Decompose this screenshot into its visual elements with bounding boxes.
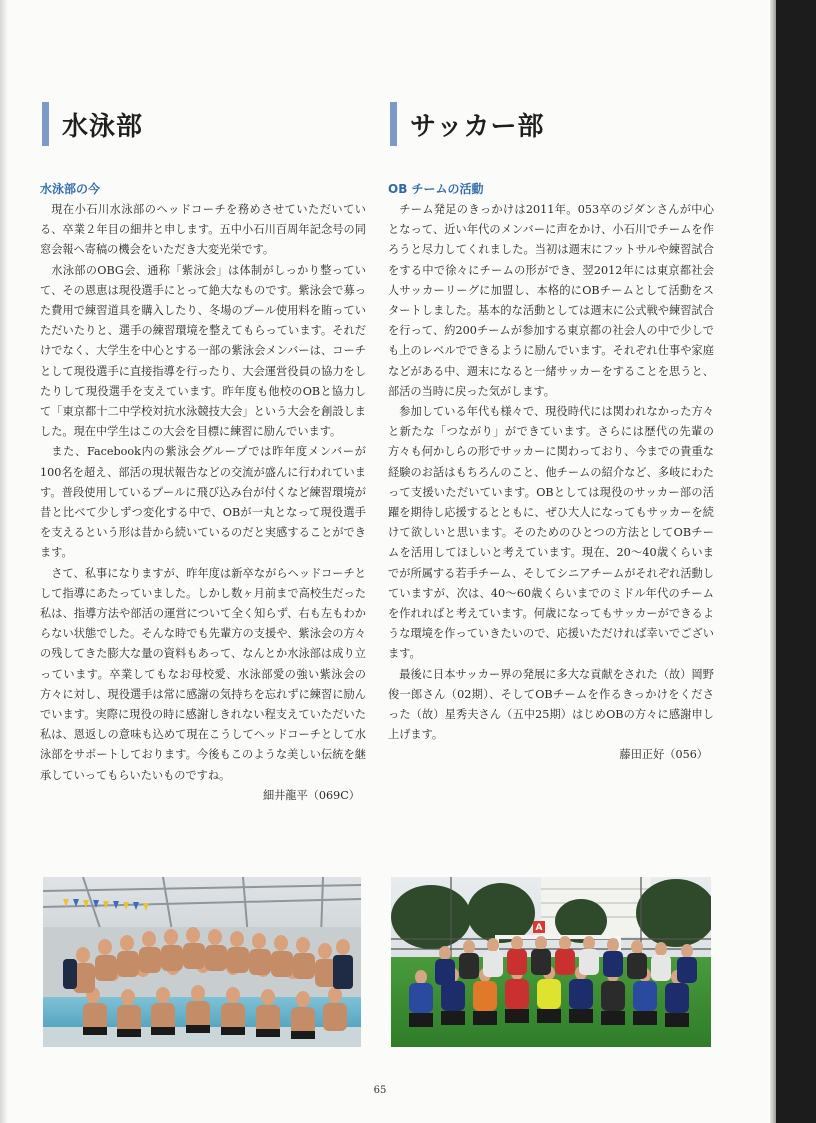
swimming-paragraph-4: さて、私事になりますが、昨年度は新卒ながらヘッドコーチとして指導にあたっていました。しかし数ヶ月前まで高校生だった私は、指導方法や部活の運営について全く知らず、右も左もわからない状態でした。そんな時でも先輩方の支援や、紫泳会の方々の残してきた膨大な量の資料もあって、なんとか水泳部は成り立っています。卒業してもなお母校愛、水泳部愛の強い紫泳会の方々に対し、現役選手は常に感謝の気持ちを忘れずに練習に励んでいます。実際に現役の時に感謝しきれない程支えていただいた私は、恩返しの意味も込めて現在こうしてヘッドコーチとして水泳部をサポートしております。今後もこのような美しい伝統を継承していってもらいたいものですね。	[40, 566, 366, 782]
soccer-article	[388, 100, 714, 766]
soccer-paragraph-1: チーム発足のきっかけは2011年。053卒のジダンさんが中心となって、近い年代のメンバーに声をかけ、小石川でチームを作ろうと尽力してくれました。当初は週末にフットサルや練習試合をする中で徐々にチームの形ができ、翌2012年には東京都社会人サッカーリーグに加盟し、本格的にOBチームとして活動をスタートしました。基本的な活動としては週末に公式戦や練習試合を行って、約200チームが参加する東京都の社会人の中で少しでも上のレベルでできるように励んでいます。それぞれ仕事や家庭などがある中、週末になると一緒サッカーをすることを思うと、部活の当時に戻った気がします。	[388, 203, 714, 398]
swimming-article	[40, 100, 366, 806]
swimming-subheading: 水泳部の今	[40, 182, 101, 196]
heading-accent-bar	[42, 102, 49, 146]
soccer-team-photo	[391, 877, 711, 1047]
soccer-author: 藤田正好（056）	[619, 748, 708, 762]
swimming-team-photo	[43, 877, 361, 1047]
page-number: 65	[373, 1085, 387, 1096]
swimming-paragraph-1: 現在小石川水泳部のヘッドコーチを務めさせていただいている、卒業２年目の細井と申します。五中小石川百周年記念号の同窓会報へ寄稿の機会をいただき大変光栄です。	[40, 203, 366, 257]
swimming-title: 水泳部	[62, 112, 144, 142]
swimming-photo-art	[43, 877, 361, 1047]
swimming-heading	[40, 100, 366, 150]
swimming-author: 細井龍平（069C）	[262, 788, 360, 802]
flag-letter: A	[535, 923, 543, 933]
heading-accent-bar	[390, 102, 397, 146]
swimming-paragraph-2: 水泳部のOBG会、通称「紫泳会」は体制がしっかり整っていて、その恩恵は現役選手にとって絶大なものです。紫泳会で募った費用で練習道具を購入したり、冬場のプール使用料を賄っていただいたりと、選手の練習環境を整えてもらっています。それだけでなく、大学生を中心とする一部の紫泳会メンバーは、コーチとして現役選手に直接指導を行ったり、大会運営役員の協力をしたりして現役選手を支えています。昨年度も他校のOBと協力して「東京都十二中学校対抗水泳競技大会」という大会を創設しました。現在中学生はこの大会を目標に練習に励んでいます。	[40, 263, 366, 439]
binding-gutter	[776, 0, 816, 1123]
soccer-paragraph-3: 最後に日本サッカー界の発展に多大な貢献をされた（故）岡野俊一郎さん（02期）、そしてOBチームを作るきっかけをくださった（故）星秀夫さん（五中25期）はじめOBの方々に感謝申し上げます。	[388, 667, 714, 742]
soccer-subheading: OB チームの活動	[388, 182, 484, 196]
soccer-paragraph-2: 参加している年代も様々で、現役時代には関われなかった方々と新たな「つながり」ができています。さらには歴代の先輩の方々も何かしらの形でサッカーに関わっており、今までの貴重な経験のお話はもちろんのこと、他チームの紹介など、多岐にわたって支援いただいています。OBとしては現役のサッカー部の活躍を期待し応援するとともに、ぜひ大人になってもサッカーを続けて欲しいと思います。そのためのひとつの方法としてOBチームを活用してほしいと考えています。現在、20～40歳くらいまでが所属する若手チーム、そしてシニアチームがそれぞれ活動していますが、次は、40～60歳くらいまでのミドル年代のチームを作れればと考えています。何歳になってもサッカーができるような環境を作っていきたいので、応援いただければ幸いでございます。	[388, 405, 714, 661]
page-shadow	[0, 0, 8, 1123]
swimming-paragraph-3: また、Facebook内の紫泳会グループでは昨年度メンバーが100名を超え、部活の現状報告などの交流が盛んに行われています。普段使用しているプールに飛び込み台が付くなど練習環境が昔と比べて少しずつ変化する中で、OBが一丸となって現役選手を支えるという形は昔から続いているのだと実感することができます。	[40, 445, 366, 560]
soccer-title: サッカー部	[410, 112, 545, 142]
soccer-heading	[388, 100, 714, 150]
soccer-photo-art	[391, 877, 711, 1047]
